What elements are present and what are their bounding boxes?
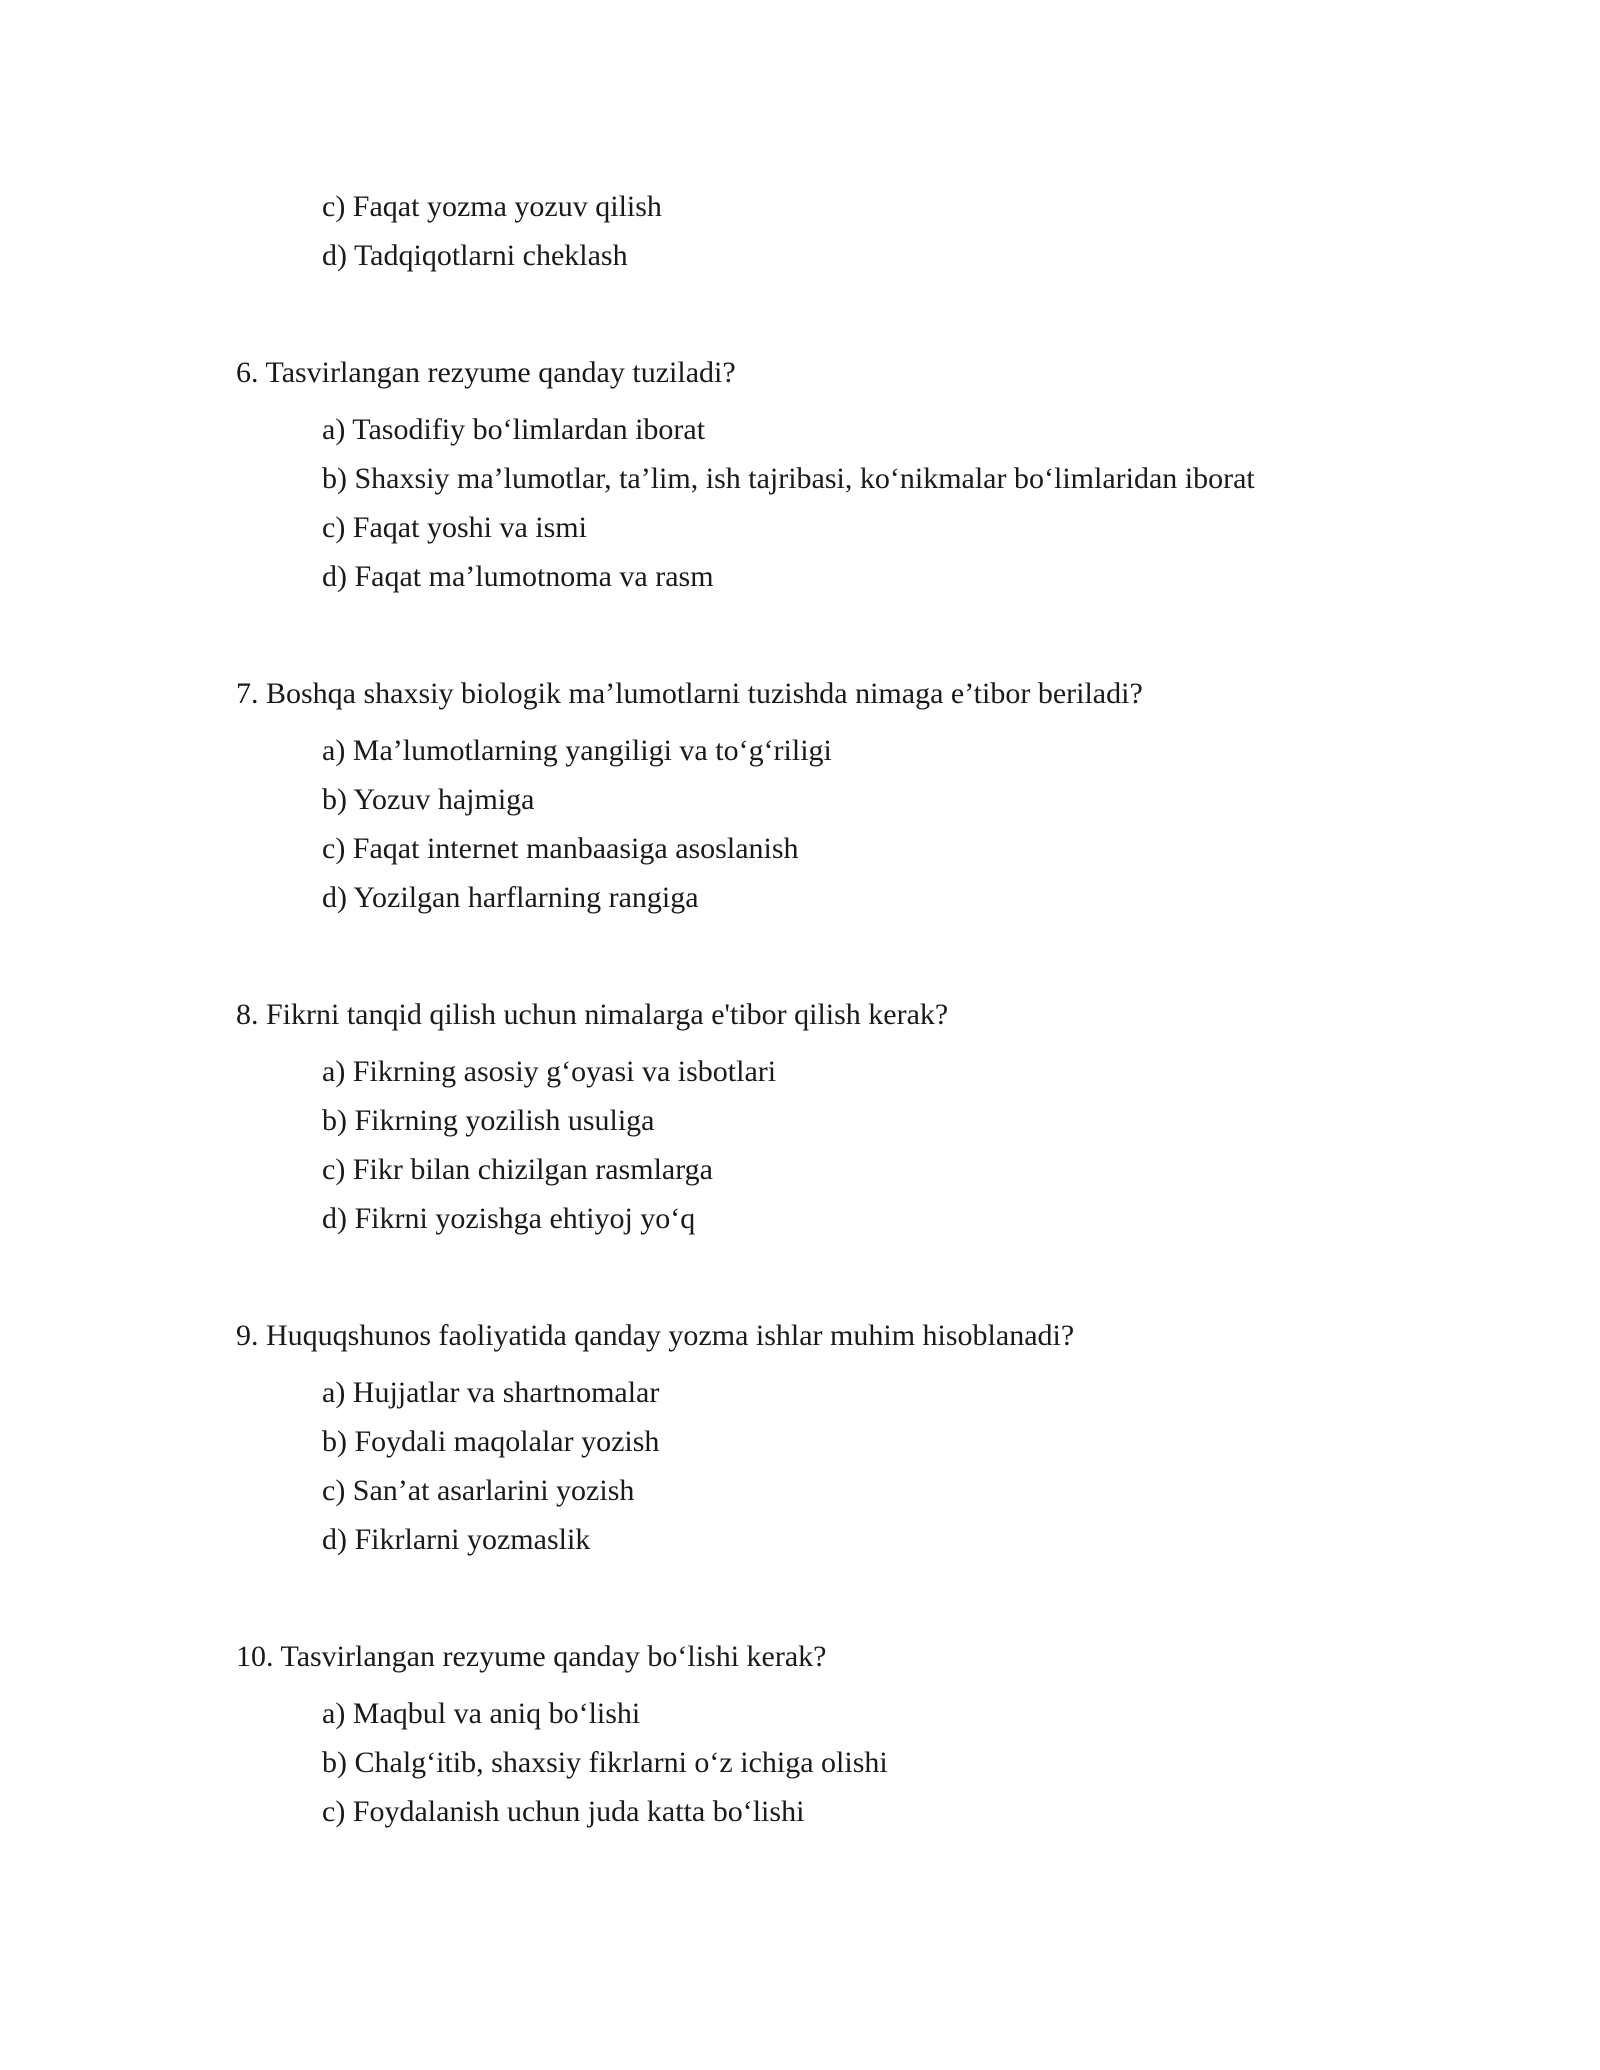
question-8-option-b: b) Fikrning yozilish usuliga	[322, 1104, 655, 1137]
question-8-option-d: d) Fikrni yozishga ehtiyoj yo‘q	[322, 1202, 696, 1235]
question-9-option-a: a) Hujjatlar va shartnomalar	[322, 1376, 660, 1409]
question-6-option-c: c) Faqat yoshi va ismi	[322, 511, 587, 544]
question-6-option-a: a) Tasodifiy bo‘limlardan iborat	[322, 413, 706, 446]
question-7-option-d: d) Yozilgan harflarning rangiga	[322, 881, 699, 914]
question-9-option-c: c) San’at asarlarini yozish	[322, 1474, 635, 1507]
question-10-option-c: c) Foydalanish uchun juda katta bo‘lishi	[322, 1795, 805, 1828]
question-10-option-a: a) Maqbul va aniq bo‘lishi	[322, 1697, 641, 1730]
option-d: d) Tadqiqotlarni cheklash	[322, 239, 628, 272]
question-8: 8. Fikrni tanqid qilish uchun nimalarga e'tibor qilish kerak?	[236, 998, 949, 1031]
question-9: 9. Huquqshunos faoliyatida qanday yozma ishlar muhim hisoblanadi?	[236, 1319, 1075, 1352]
option-c: c) Faqat yozma yozuv qilish	[322, 190, 662, 223]
question-10-option-b: b) Chalg‘itib, shaxsiy fikrlarni o‘z ichiga olishi	[322, 1746, 888, 1779]
question-8-option-c: c) Fikr bilan chizilgan rasmlarga	[322, 1153, 713, 1186]
question-9-option-d: d) Fikrlarni yozmaslik	[322, 1523, 591, 1556]
question-6-option-d: d) Faqat ma’lumotnoma va rasm	[322, 560, 714, 593]
question-8-option-a: a) Fikrning asosiy g‘oyasi va isbotlari	[322, 1055, 777, 1088]
question-7-option-b: b) Yozuv hajmiga	[322, 783, 535, 816]
question-9-option-b: b) Foydali maqolalar yozish	[322, 1425, 660, 1458]
question-7-option-a: a) Ma’lumotlarning yangiligi va to‘g‘riligi	[322, 734, 832, 767]
question-10: 10. Tasvirlangan rezyume qanday bo‘lishi kerak?	[236, 1640, 827, 1673]
question-6: 6. Tasvirlangan rezyume qanday tuziladi?	[236, 356, 736, 389]
question-7: 7. Boshqa shaxsiy biologik ma’lumotlarni tuzishda nimaga e’tibor beriladi?	[236, 677, 1143, 710]
question-7-option-c: c) Faqat internet manbaasiga asoslanish	[322, 832, 799, 865]
question-6-option-b: b) Shaxsiy ma’lumotlar, ta’lim, ish tajribasi, ko‘nikmalar bo‘limlaridan iborat	[322, 462, 1255, 495]
